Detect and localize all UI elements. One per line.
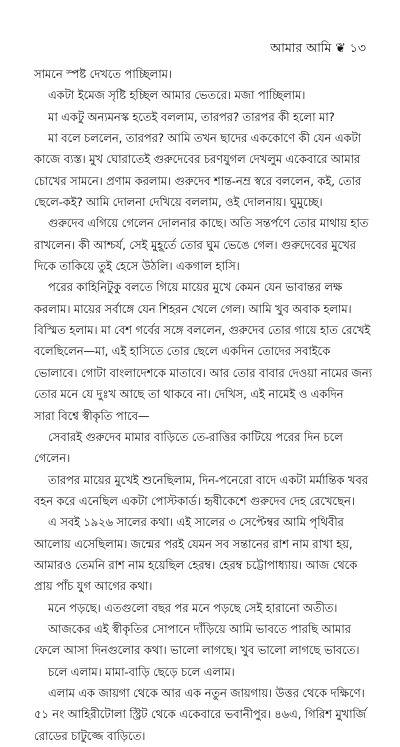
text-line: সারা বিশ্বে স্বীকৃতি পাবে— [34, 408, 150, 423]
text-line: মনে পড়ছে। এতগুলো বছর পর মনে পড়ছে সেই হারানো অতীত। [48, 600, 338, 615]
text-line: এ সবই ১৯২৬ সালের কথা। এই সালের ৩ সেপ্টেম্বর আমি পৃথিবীর [48, 515, 344, 530]
text-line: রোডের চাটুজ্জে বাড়িতে। [34, 728, 146, 743]
text-line: মা একটু অন্যমনস্ক হতেই বললাম, তারপর? তারপর কী হলো মা? [48, 109, 335, 124]
body-text [34, 64, 378, 747]
text-line: আমারও তেমনি রাশ নাম হয়েছিল হেরম্ব। হেরম্ব চট্টোপাধ্যায়। আজ থেকে [34, 557, 358, 572]
text-line: প্রায় পাঁচ যুগ আগের কথা। [34, 579, 153, 594]
text-line: গুরুদেব এগিয়ে গেলেন দোলনার কাছে। অতি সন্তর্পণে তোর মাথায় হাত [48, 216, 369, 231]
text-line: চোখের সামনে। প্রণাম করলাম। গুরুদেব শান্ত-নম্র স্বরে বললেন, কই, তোর [34, 173, 362, 188]
text-line: আজকের এই স্বীকৃতির সোপানে দাঁড়িয়ে আমি ভাবতে পারছি আমার [48, 621, 351, 636]
text-line: বিস্মিত হলাম। মা বেশ গর্বের সঙ্গে বললেন, গুরুদেব তোর গায়ে হাত রেখেই [34, 323, 371, 338]
text-line: তোর মনে যে দুঃখ আছে তা থাকবে না। দেখিস, এই নামেই ও একদিন [34, 387, 344, 402]
text-line: করলাম। মায়ের সর্বাঙ্গে যেন শিহরন খেলে গেল। আমি খুব অবাক হলাম। [34, 301, 352, 316]
text-line: ভোলাবে। গোটা বাংলাদেশকে মাতাবে। আর তোর বাবার দেওয়া নামের জন্য [34, 365, 372, 380]
text-line: গেলেন। [34, 451, 71, 466]
text-line: একটা ইমেজ সৃষ্টি হচ্ছিল আমার ভেতরে। মজা পাচ্ছিলাম। [48, 88, 306, 103]
text-line: বহন করে এনেছিল একটা পোস্টকার্ড। হৃষীকেশে গুরুদেব দেহ রেখেছেন। [34, 493, 355, 508]
running-header: আমার আমি ❦ ১৩ [270, 40, 366, 55]
text-line: চলে এলাম। মামা-বাড়ি ছেড়ে চলে এলাম। [48, 664, 235, 679]
text-line: মা বলে চললেন, তারপর? আমি তখন ছাদের এককোণে কী যেন একটা [48, 131, 361, 146]
text-line: তারপর মায়ের মুখেই শুনেছিলাম, দিন-পনেরো বাদে একটা মর্মান্তিক খবর [48, 472, 368, 487]
text-line: দিকে তাকিয়ে তুই হেসে উঠলি। একগাল হাসি। [34, 259, 240, 274]
text-line: এলাম এক জায়গা থেকে আর এক নতুন জায়গায়। উত্তর থেকে দক্ষিণে। [48, 685, 365, 700]
text-line: সেবারই গুরুদেব মামার বাড়িতে তে-রাত্তির কাটিয়ে পরের দিন চলে [48, 429, 343, 444]
text-line: কাজে ব্যস্ত। মুখ ঘোরাতেই গুরুদেবের চরণযুগল দেখলুম একেবারে আমার [34, 152, 361, 167]
text-line: পরের কাহিনিটুকু বলতে গিয়ে মায়ের মুখে কেমন যেন ভাবান্তর লক্ষ [48, 280, 343, 295]
text-line: আলোয় এসেছিলাম। জন্মের পরই যেমন সব সন্তানের রাশ নাম রাখা হয়, [34, 536, 353, 551]
text-line: ৫১ নং আহিরীটোলা স্ট্রিট থেকে একেবারে ভবানীপুর। ৪৬এ, গিরিশ মুখার্জি [34, 707, 367, 722]
text-line: ফেলে আসা দিনগুলোর কথা। ভালো লাগছে। খুব ভালো লাগছে ভাবতে। [34, 643, 360, 658]
text-line: সামনে স্পষ্ট দেখতে পাচ্ছিলাম। [34, 67, 172, 81]
text-line: বলেছিলেন—মা, এই হাসিতে তোর ছেলে একদিন তোদের সবাইকে [34, 344, 331, 359]
text-line: ছেলে-কই? আমি দোলনা দেখিয়ে বললাম, ওই দোলনায়। ঘুমুচ্ছে। [34, 195, 323, 210]
text-line: রাখলেন। কী আশ্চর্য, সেই মুহূর্তে তোর ঘুম ভেঙে গেল। গুরুদেবের মুখের [34, 237, 356, 252]
